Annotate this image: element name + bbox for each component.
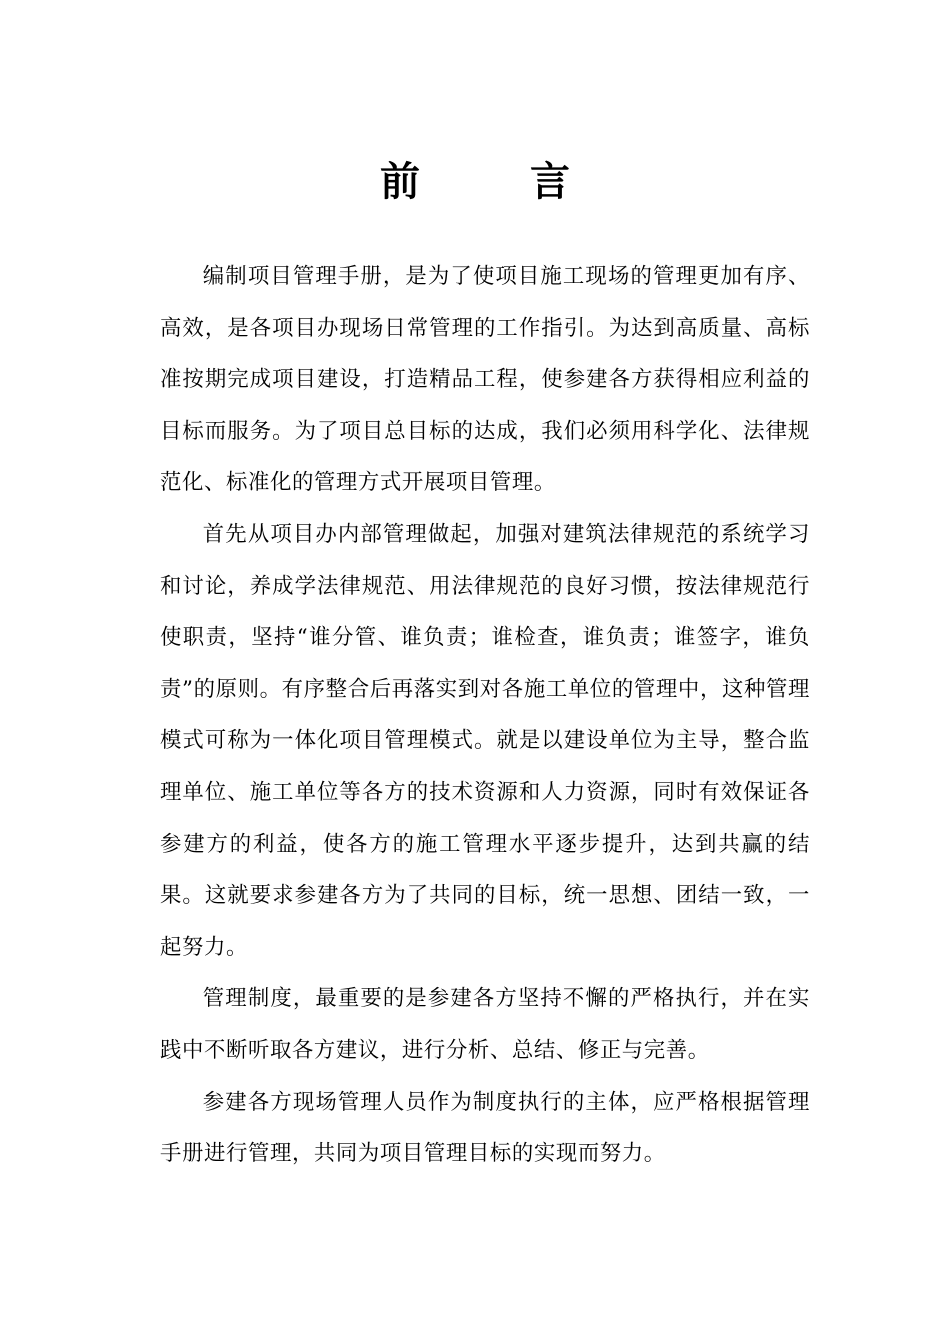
paragraph-1: 编制项目管理手册，是为了使项目施工现场的管理更加有序、高效，是各项目办现场日常管理的工作指引。为达到高质量、高标准按期完成项目建设，打造精品工程，使参建各方获得相应利益的目标而服务。为了项目总目标的达成，我们必须用科学化、法律规范化、标准化的管理方式开展项目管理。 [160,264,810,496]
preface-body [160,251,810,1180]
paragraph-4: 参建各方现场管理人员作为制度执行的主体，应严格根据管理手册进行管理，共同为项目管理目标的实现而努力。 [160,1089,810,1167]
paragraph-3: 管理制度，最重要的是参建各方坚持不懈的严格执行，并在实践中不断听取各方建议，进行分析、总结、修正与完善。 [160,986,810,1063]
paragraph-2: 首先从项目办内部管理做起，加强对建筑法律规范的系统学习和讨论，养成学法律规范、用法律规范的良好习惯，按法律规范行使职责，坚持“谁分管、谁负责；谁检查，谁负责；谁签字，谁负责”的原则。有序整合后再落实到对各施工单位的管理中，这种管理模式可称为一体化项目管理模式。就是以建设单位为主导，整合监理单位、施工单位等各方的技术资源和人力资源，同时有效保证各参建方的利益，使各方的施工管理水平逐步提升，达到共赢的结果。这就要求参建各方为了共同的目标，统一思想、团结一致，一起努力。 [160,521,810,960]
page-title: 前 言 [380,158,618,205]
